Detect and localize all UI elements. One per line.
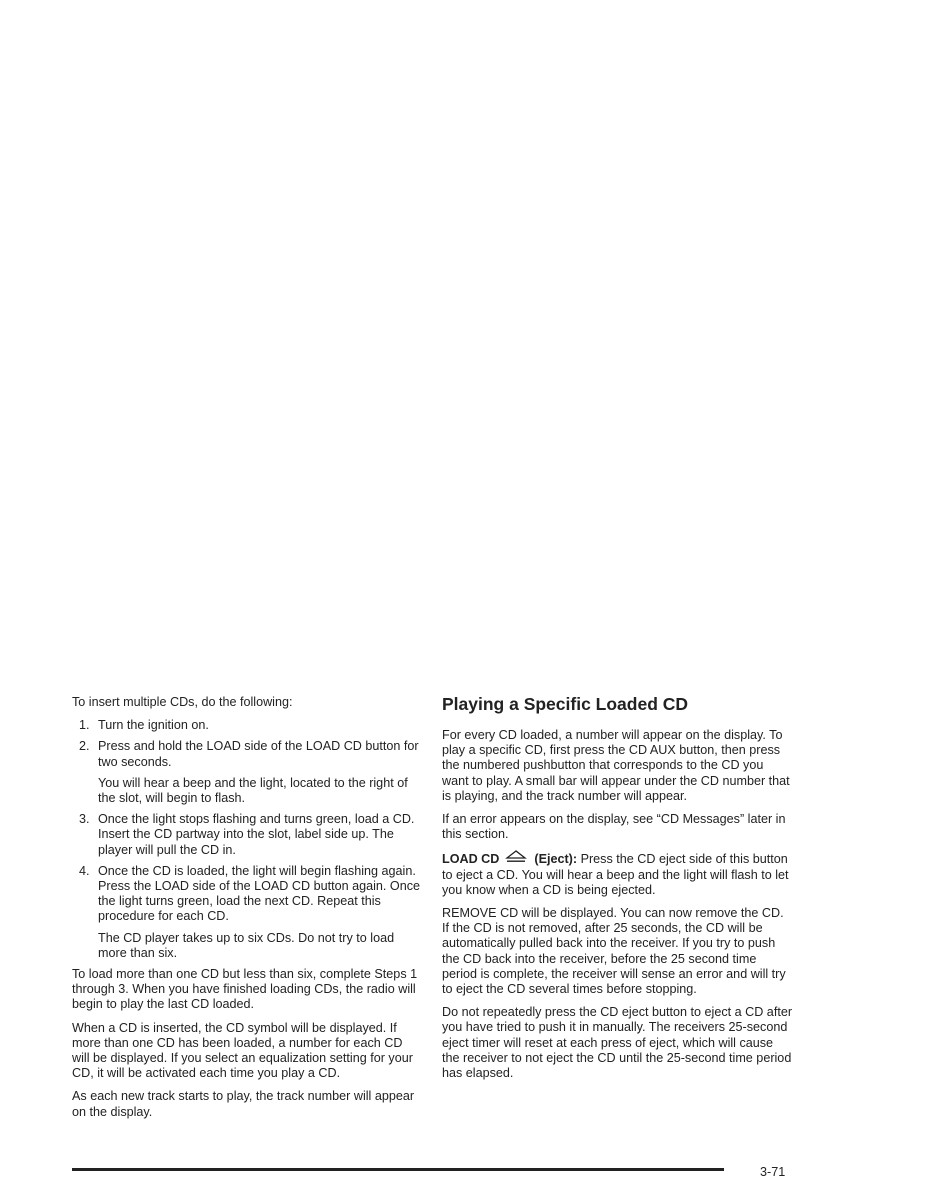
step-number: 4.	[79, 863, 90, 878]
section-heading: Playing a Specific Loaded CD	[442, 694, 689, 714]
body-paragraph: When a CD is inserted, the CD symbol will be displayed. If more than one CD has been loaded, a number for each CD will be displayed. If you select an equalization setting for your CD, it will be activated each time you play a CD.	[72, 1020, 413, 1081]
step-text: Turn the ignition on.	[98, 718, 209, 733]
body-paragraph: If an error appears on the display, see “CD Messages” later in this section.	[442, 812, 786, 842]
step-text: Once the light stops flashing and turns green, load a CD. Insert the CD partway into the slot, label side up. The player will pull the CD in.	[98, 812, 415, 857]
step-item	[72, 864, 422, 961]
step-item	[72, 718, 422, 733]
body-paragraph: For every CD loaded, a number will appear on the display. To play a specific CD, first press the CD AUX button, then press the numbered pushbutton that corresponds to the CD you want to play. A small bar will appear under the CD number that is playing, and the track number will appear.	[442, 728, 790, 803]
footer-rule	[72, 1168, 724, 1171]
steps-list	[72, 718, 422, 961]
step-item	[72, 812, 422, 858]
step-text: Once the CD is loaded, the light will begin flashing again. Press the LOAD side of the LOAD CD button again. Once the light turns green, load the next CD. Repeat this procedure for each CD.	[98, 863, 421, 924]
load-cd-text: Press the CD eject side of this button to eject a CD. You will hear a beep and the light will flash to let you know when a CD is being ejected.	[442, 852, 789, 897]
body-paragraph: As each new track starts to play, the track number will appear on the display.	[72, 1089, 415, 1119]
intro-text: To insert multiple CDs, do the following:	[72, 695, 293, 709]
body-paragraph: REMOVE CD will be displayed. You can now remove the CD. If the CD is not removed, after 25 seconds, the CD will be automatically pulled back into the receiver. If you try to push the CD back into the receiver, before the 25 second time period is complete, the receiver will sense an error and will try to eject the CD several times before stopping.	[442, 906, 786, 997]
step-number: 1.	[79, 718, 90, 733]
step-note: The CD player takes up to six CDs. Do not try to load more than six.	[98, 930, 395, 960]
step-item	[72, 739, 422, 806]
load-cd-paragraph	[442, 850, 792, 898]
body-paragraph: To load more than one CD but less than six, complete Steps 1 through 3. When you have finished loading CDs, the radio will begin to play the last CD loaded.	[72, 967, 418, 1012]
step-text: Press and hold the LOAD side of the LOAD CD button for two seconds.	[98, 739, 419, 769]
step-note: You will hear a beep and the light, located to the right of the slot, will begin to flash.	[98, 775, 408, 806]
right-column	[442, 694, 792, 1089]
load-cd-label: LOAD CD	[442, 852, 500, 867]
body-paragraph: Do not repeatedly press the CD eject button to eject a CD after you have tried to push it in manually. The receivers 25-second eject timer will reset at each press of eject, which will cause the receiver to not eject the CD until the 25-second time period has elapsed.	[442, 1005, 793, 1081]
left-column	[72, 695, 422, 1128]
step-number: 2.	[79, 739, 90, 754]
eject-label: (Eject):	[534, 852, 578, 867]
page-number: 3-71	[760, 1165, 786, 1179]
step-number: 3.	[79, 812, 90, 827]
eject-icon	[505, 850, 527, 864]
